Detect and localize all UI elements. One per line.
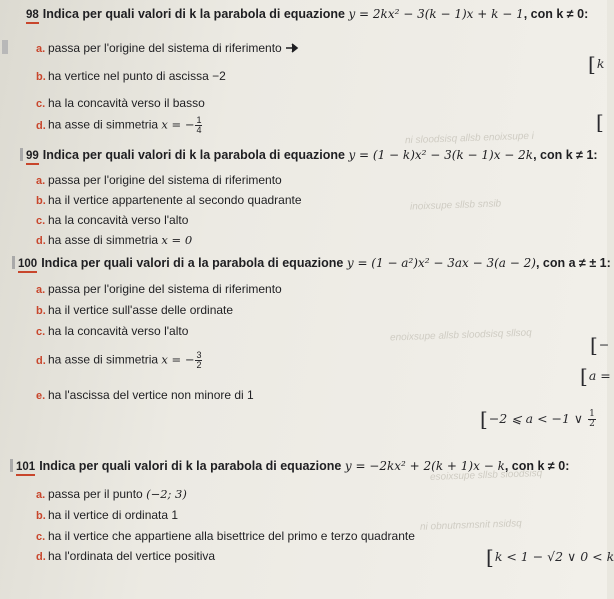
answer-98c-bracket: [ — [596, 110, 604, 134]
arrow-icon — [285, 43, 299, 53]
parabola-equation: y = 2kx² − 3(k − 1)x + k − 1 — [348, 7, 524, 21]
parabola-equation: y = −2kx² + 2(k + 1)x − k — [344, 459, 505, 473]
exercise-99-stem — [20, 148, 598, 165]
stem-condition: , con k ≠ 0: — [504, 459, 570, 473]
answer-98a: [k — [588, 52, 605, 76]
item-98a: a. passa per l'origine del sistema di riferimento — [36, 41, 299, 55]
fraction: $\frac{1}{2}$ — [589, 409, 595, 429]
item-100d: d. ha asse di simmetria x = − $\frac{3}{2}$ — [36, 350, 202, 370]
item-99c: c. ha la concavità verso l'alto — [36, 213, 189, 227]
item-98c: c. ha la concavità verso il basso — [36, 96, 205, 110]
exercise-100-stem — [12, 256, 611, 273]
item-100e: e. ha l'ascissa del vertice non minore di 1 — [36, 388, 254, 402]
item-100c: c. ha la concavità verso l'alto — [36, 324, 189, 338]
parabola-equation: y = (1 − a²)x² − 3ax − 3(a − 2) — [346, 256, 536, 270]
show-through-text: esoixsupe sllsb sloodsisq — [429, 468, 543, 483]
item-99b: b. ha il vertice appartenente al secondo quadrante — [36, 193, 302, 207]
stem-condition: , con k ≠ 0: — [523, 7, 589, 21]
exercise-number: 100 — [18, 258, 37, 273]
answer-100d: [a = — [580, 364, 611, 388]
stem-text: Indica per quali valori di a la parabola di equazione — [41, 256, 344, 270]
item-101b: b. ha il vertice di ordinata 1 — [36, 508, 179, 522]
exercise-number: 98 — [26, 9, 39, 24]
parabola-equation: y = (1 − k)x² − 3(k − 1)x − 2k — [348, 148, 534, 162]
item-98b: b. ha vertice nel punto di ascissa −2 — [36, 69, 226, 83]
item-98d: d. ha asse di simmetria x = − $\frac{1}{4}$ — [36, 115, 202, 135]
item-100b: b. ha il vertice sull'asse delle ordinate — [36, 303, 234, 317]
stem-text: Indica per quali valori di k la parabola di equazione — [42, 7, 345, 21]
stem-condition: , con a ≠ ± 1: — [535, 256, 611, 270]
item-101a: a. passa per il punto (−2; 3) — [36, 487, 187, 501]
stem-condition: , con k ≠ 1: — [533, 148, 598, 162]
fraction: $\frac{1}{4}$ — [196, 115, 202, 135]
margin-tab — [2, 40, 8, 54]
exercise-98-stem — [26, 7, 588, 24]
exercise-number: 99 — [26, 150, 39, 165]
item-100a: a. passa per l'origine del sistema di riferimento — [36, 282, 282, 296]
item-101d: d. ha l'ordinata del vertice positiva — [36, 549, 216, 563]
item-101c: c. ha il vertice che appartiene alla bisettrice del primo e terzo quadrante — [36, 529, 415, 543]
show-through-text: enoixsupe allsb sloodsisq sllsoq — [389, 327, 532, 344]
exercise-number: 101 — [16, 461, 35, 476]
answer-100c: [− — [590, 333, 610, 357]
show-through-text: ni sloodsisq allsb enoixsupe i — [404, 130, 535, 147]
item-99d: d. ha asse di simmetria x = 0 — [36, 233, 193, 247]
fraction: $\frac{3}{2}$ — [196, 350, 202, 370]
answer-100e: [−2 ⩽ a < −1 ∨ $\frac{1}{2}$ — [480, 407, 595, 431]
show-through-text: inoixsupe sllsb snsib — [409, 198, 502, 213]
show-through-text: ni obnutnsmsnit nsidsq — [419, 518, 522, 533]
exercise-101-stem — [10, 459, 569, 476]
stem-text: Indica per quali valori di k la parabola di equazione — [39, 459, 342, 473]
stem-text: Indica per quali valori di k la parabola di equazione — [42, 148, 345, 162]
answer-101d: [k < 1 − √2 ∨ 0 < k — [486, 545, 614, 569]
item-99a: a. passa per l'origine del sistema di riferimento — [36, 173, 282, 187]
